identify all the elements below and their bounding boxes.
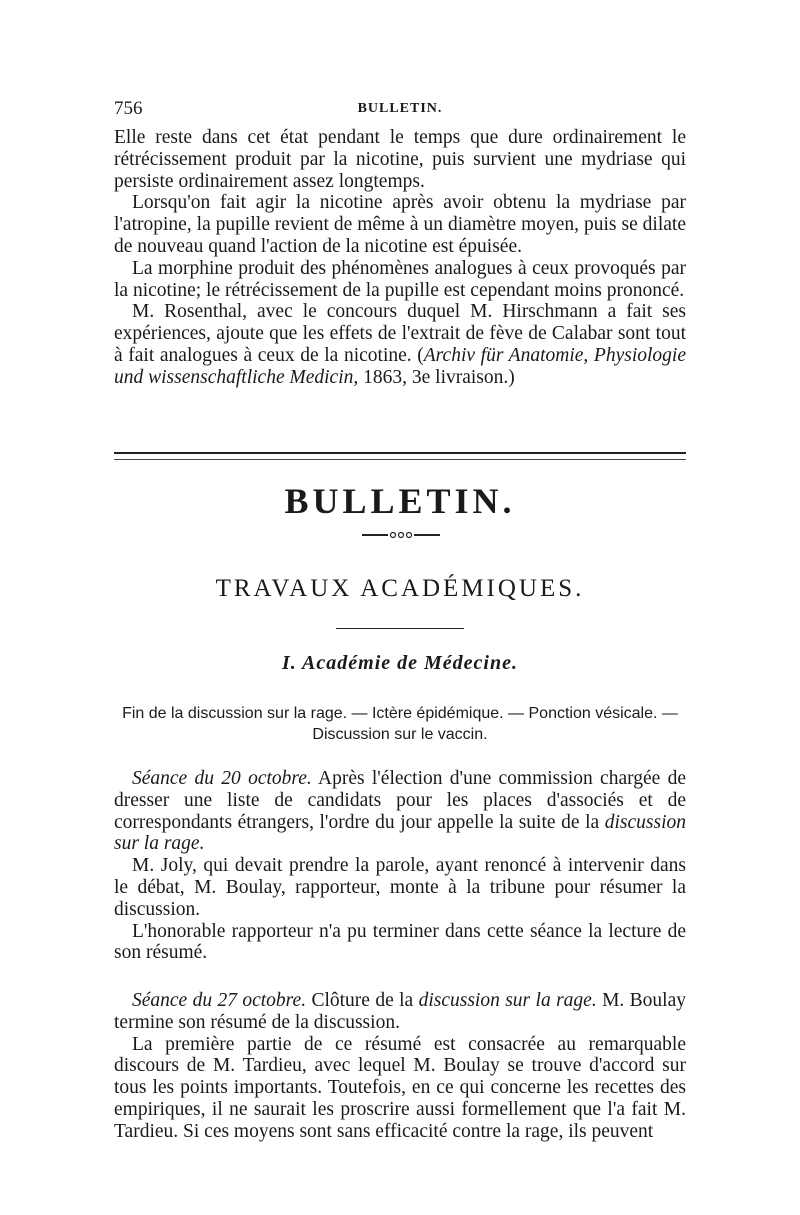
section-divider — [114, 452, 686, 460]
short-rule — [336, 628, 464, 629]
session1-paragraph-rapporteur: L'honorable rapporteur n'a pu terminer dans cette séance la lecture de son résumé. — [114, 920, 686, 964]
session-october-20 — [114, 768, 686, 964]
session1-date: Séance du 20 octobre. — [132, 768, 312, 789]
running-title: BULLETIN. — [357, 101, 443, 116]
session2-text: Clôture de la — [306, 990, 419, 1011]
session2-paragraph-tardieu: La première partie de ce résumé est consacrée au remarquable discours de M. Tardieu, avec lequel M. Boulay se trouve d'accord sur tous les points importants. Toutefois, en ce qui concerne les recettes des empiriques, il ne saurait les proscrire aussi formellement que l'a fait M. Tardieu. Si ces moyens sont sans efficacité contre la rage, ils peuvent — [114, 1033, 686, 1142]
summary-line: Fin de la discussion sur la rage. — Ictère épidémique. — Ponction vésicale. — — [122, 705, 678, 722]
section-heading: TRAVAUX ACADÉMIQUES. — [215, 575, 585, 602]
session1-topic: discussion sur la rage. — [114, 811, 686, 855]
session2-text-tail: M. Boulay termine son résumé de la discussion. — [114, 990, 687, 1033]
paragraph-rosenthal — [114, 301, 686, 388]
session1-text: Après l'élection d'une commission chargée de dresser une liste de candidats pour les places d'associés et de correspondants étrangers, l'ordre du jour appelle la suite de la — [114, 768, 686, 833]
session2-topic: discussion sur la rage. — [418, 990, 597, 1011]
summary-line: Discussion sur le vaccin. — [312, 726, 488, 743]
subsection-heading: I. Académie de Médecine. — [282, 652, 518, 674]
running-head — [114, 98, 686, 122]
paragraph-morphine: La morphine produit des phénomènes analogues à ceux provoqués par la nicotine; le rétrécissement de la pupille est cependant moins prononcé. — [114, 257, 686, 301]
citation-tail: 1863, 3e livraison.) — [358, 366, 515, 388]
bulletin-heading: BULLETIN. — [284, 481, 516, 521]
citation-title: Archiv für Anatomie, Physiologie und wissenschaftliche Medicin, — [114, 344, 686, 388]
paragraph-atropine: Lorsqu'on fait agir la nicotine après avoir obtenu la mydriase par l'atropine, la pupille revient de même à un diamètre moyen, puis se dilate de nouveau quand l'action de la nicotine est épuisée. — [114, 192, 686, 257]
session2-opening — [114, 990, 686, 1034]
session1-paragraph-joly: M. Joly, qui devait prendre la parole, ayant renoncé à intervenir dans le débat, M. Boulay, rapporteur, monte à la tribune pour résumer la discussion. — [114, 855, 686, 920]
page-number: 756 — [114, 98, 143, 119]
paragraph-continued: Elle reste dans cet état pendant le temps que dure ordinairement le rétrécissement produit par la nicotine, puis survient une mydriase qui persiste ordinairement assez longtemps. — [114, 127, 686, 192]
session2-date: Séance du 27 octobre. — [132, 990, 307, 1011]
continued-article — [114, 127, 686, 389]
session-summary — [114, 703, 686, 745]
ornament-divider — [362, 531, 440, 539]
session-october-27 — [114, 990, 686, 1143]
rosenthal-text: M. Rosenthal, avec le concours duquel M. Hirschmann a fait ses expériences, ajoute que les effets de l'extrait de fève de Calabar sont tout à fait analogues à ceux de la nicotine. ( — [114, 301, 686, 366]
session1-opening — [114, 768, 686, 855]
